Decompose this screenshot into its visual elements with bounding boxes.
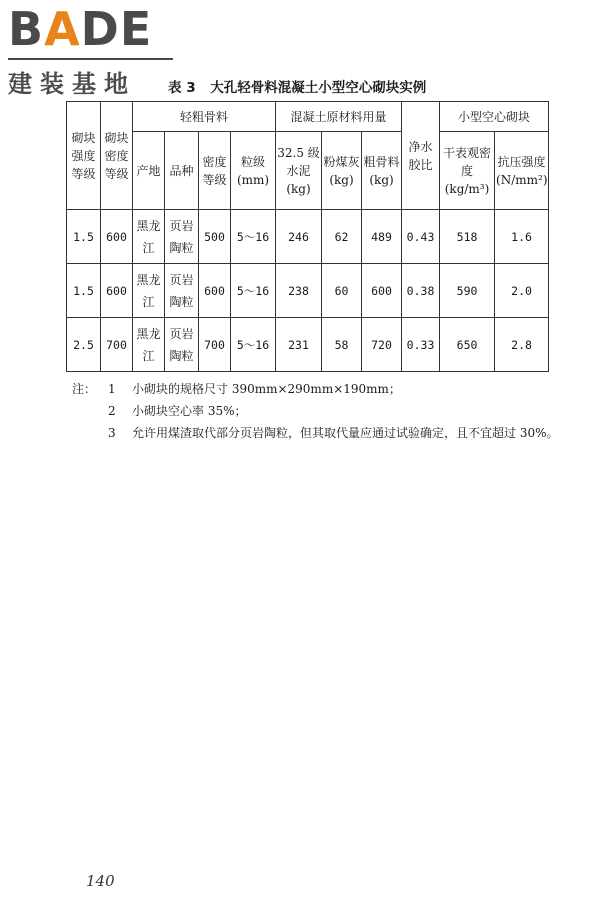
cell-origin: 黑龙江 [133,210,165,264]
header-flyash: 粉煤灰 (kg) [322,132,362,210]
cell-origin: 黑龙江 [133,318,165,372]
note-index: 2 [108,404,116,418]
notes-lead: 注： [72,382,97,396]
header-coarse-aggregate: 轻粗骨料 [133,102,276,132]
header-wc-ratio: 净水胶比 [402,102,440,210]
cell-coarse: 489 [362,210,402,264]
logo-rule [8,58,173,60]
note-index: 1 [108,382,116,396]
cell-strength: 2.0 [495,264,549,318]
header-strength: 抗压强度 (N/mm²) [495,132,549,210]
table-title: 大孔轻骨料混凝土小型空心砌块实例 [210,80,427,96]
header-density-grade: 砌块密度等级 [101,102,133,210]
cell-cement: 246 [276,210,322,264]
header-dry-density: 干表观密度 (kg/m³) [440,132,495,210]
cell-flyash: 58 [322,318,362,372]
cell-wc: 0.43 [402,210,440,264]
header-block: 小型空心砌块 [440,102,549,132]
logo-wordmark: BADE [8,2,153,56]
cell-coarse: 600 [362,264,402,318]
note-item [72,400,562,422]
cell-variety: 页岩陶粒 [165,210,199,264]
note-item [72,378,562,400]
cell-grade: 1.5 [67,210,101,264]
cell-cement: 231 [276,318,322,372]
table-notes [72,378,562,444]
note-item [72,422,562,444]
table-number: 表 3 [168,80,196,96]
cell-flyash: 62 [322,210,362,264]
cell-wc: 0.38 [402,264,440,318]
header-size: 粒级 (mm) [231,132,276,210]
header-agg-density: 密度等级 [199,132,231,210]
cell-dry: 590 [440,264,495,318]
cell-origin: 黑龙江 [133,264,165,318]
cell-cement: 238 [276,264,322,318]
cell-strength: 2.8 [495,318,549,372]
cell-agg-density: 600 [199,264,231,318]
header-grade: 砌块强度等级 [67,102,101,210]
cell-grade: 2.5 [67,318,101,372]
note-index: 3 [108,426,116,440]
table-row [67,210,549,264]
data-table [66,101,549,372]
cell-agg-density: 700 [199,318,231,372]
cell-grade: 1.5 [67,264,101,318]
note-text: 小砌块空心率 35%； [132,404,247,418]
header-coarse: 粗骨料 (kg) [362,132,402,210]
cell-size: 5～16 [231,210,276,264]
table-row [67,318,549,372]
cell-dry: 518 [440,210,495,264]
note-text: 小砌块的规格尺寸 390mm×290mm×190mm； [132,382,401,396]
cell-coarse: 720 [362,318,402,372]
cell-strength: 1.6 [495,210,549,264]
cell-variety: 页岩陶粒 [165,318,199,372]
header-origin: 产地 [133,132,165,210]
header-variety: 品种 [165,132,199,210]
page-number: 140 [86,872,115,890]
cell-agg-density: 500 [199,210,231,264]
cell-wc: 0.33 [402,318,440,372]
note-text: 允许用煤渣取代部分页岩陶粒，但其取代量应通过试验确定，且不宜超过 30%。 [132,426,559,440]
header-cement: 32.5 级水泥 (kg) [276,132,322,210]
cell-density: 700 [101,318,133,372]
header-mix: 混凝土原材料用量 [276,102,402,132]
cell-density: 600 [101,264,133,318]
cell-variety: 页岩陶粒 [165,264,199,318]
cell-density: 600 [101,210,133,264]
table-caption [168,76,426,96]
table-row [67,264,549,318]
cell-flyash: 60 [322,264,362,318]
cell-dry: 650 [440,318,495,372]
bade-logo [8,2,178,98]
logo-subtitle: 建装基地 [8,70,136,98]
cell-size: 5～16 [231,264,276,318]
cell-size: 5～16 [231,318,276,372]
